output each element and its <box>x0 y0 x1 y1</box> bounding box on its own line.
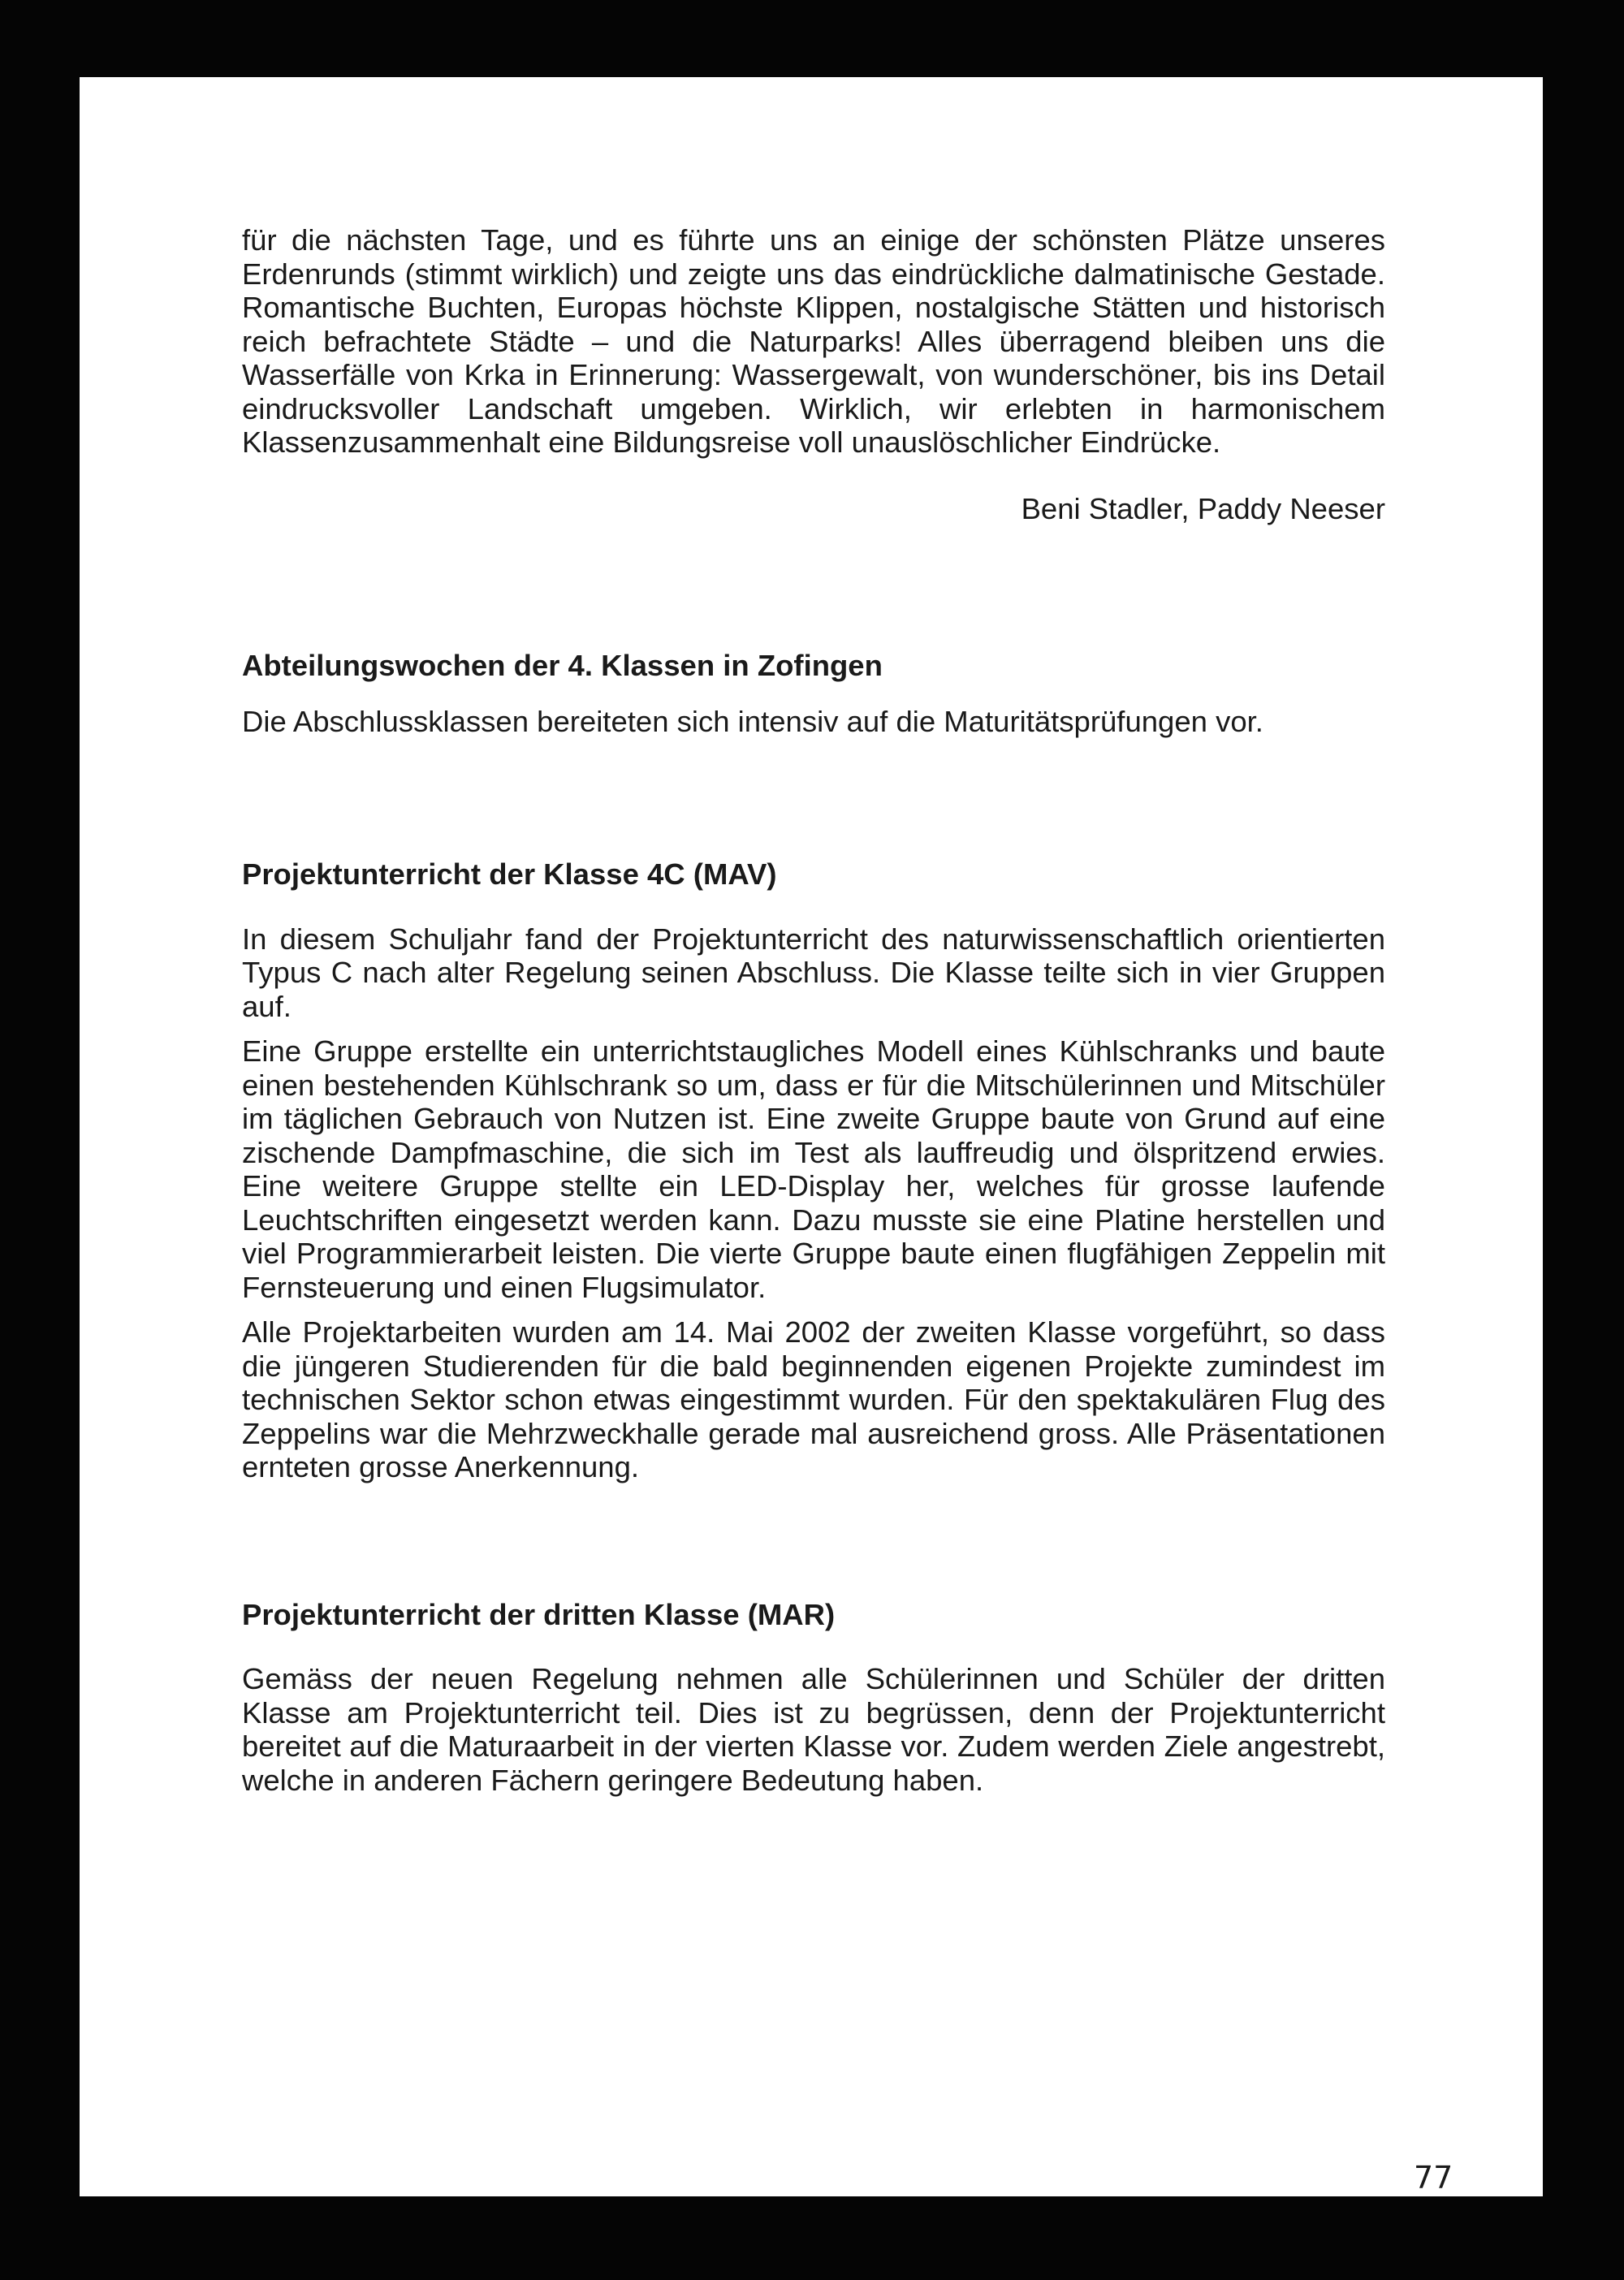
section-heading-projektunterricht-4c: Projektunterricht der Klasse 4C (MAV) <box>242 857 777 891</box>
section-paragraph: Alle Projektarbeiten wurden am 14. Mai 2002 der zweiten Klasse vorgeführt, so dass die jüngeren Studierenden für die bald beginnenden eigenen Projekte zumindest im technischen Sektor schon etwas eingestimmt wurden. Für den spektakulären Flug des Zeppelins war die Mehrzweckhalle gerade mal ausreichend gross. Alle Präsentationen ernteten grosse Anerkennung. <box>242 1315 1385 1483</box>
document-page <box>80 77 1543 2196</box>
page-number: 77 <box>1414 2160 1453 2196</box>
author-signature: Beni Stadler, Paddy Neeser <box>1021 491 1385 525</box>
page-content <box>242 223 1385 1797</box>
intro-paragraph: für die nächsten Tage, und es führte uns an einige der schönsten Plätze unseres Erdenrunds (stimmt wirklich) und zeigte uns das eindrückliche dalmatinische Gestade. Romantische Buchten, Europas höchste Klippen, nostalgische Stätten und historisch reich befrachtete Städte – und die Naturparks! Alles überragend bleiben uns die Wasserfälle von Krka in Erinnerung: Wassergewalt, von wunderschöner, bis ins Detail eindrucksvoller Landschaft umgeben. Wirklich, wir erlebten in harmonischem Klassenzusammenhalt eine Bildungsreise voll unauslöschlicher Eindrücke. <box>242 223 1385 459</box>
section-paragraph: Die Abschlussklassen bereiteten sich intensiv auf die Maturitätsprüfungen vor. <box>242 704 1263 738</box>
section-heading-abteilungswochen: Abteilungswochen der 4. Klassen in Zofingen <box>242 649 883 682</box>
section-heading-projektunterricht-mar: Projektunterricht der dritten Klasse (MAR) <box>242 1597 836 1631</box>
section-paragraph: In diesem Schuljahr fand der Projektunterricht des naturwissenschaftlich orientierten Typus C nach alter Regelung seinen Abschluss. Die Klasse teilte sich in vier Gruppen auf. <box>242 922 1385 1023</box>
section-paragraph: Gemäss der neuen Regelung nehmen alle Schülerinnen und Schüler der dritten Klasse am Projektunterricht teil. Dies ist zu begrüssen, denn der Projektunterricht bereitet auf die Maturaarbeit in der vierten Klasse vor. Zudem werden Ziele angestrebt, welche in anderen Fächern geringere Bedeutung haben. <box>242 1662 1385 1797</box>
section-paragraph: Eine Gruppe erstellte ein unterrichtstaugliches Modell eines Kühlschranks und baute einen bestehenden Kühlschrank so um, dass er für die Mitschülerinnen und Mitschüler im täglichen Gebrauch von Nutzen ist. Eine zweite Gruppe baute von Grund auf eine zischende Dampfmaschine, die sich im Test als lauffreudig und ölspritzend erwies. Eine weitere Gruppe stellte ein LED-Display her, welches für grosse laufende Leuchtschriften eingesetzt werden kann. Dazu musste sie eine Platine herstellen und viel Programmierarbeit leisten. Die vierte Gruppe baute einen flugfähigen Zeppelin mit Fernsteuerung und einen Flugsimulator. <box>242 1034 1385 1304</box>
